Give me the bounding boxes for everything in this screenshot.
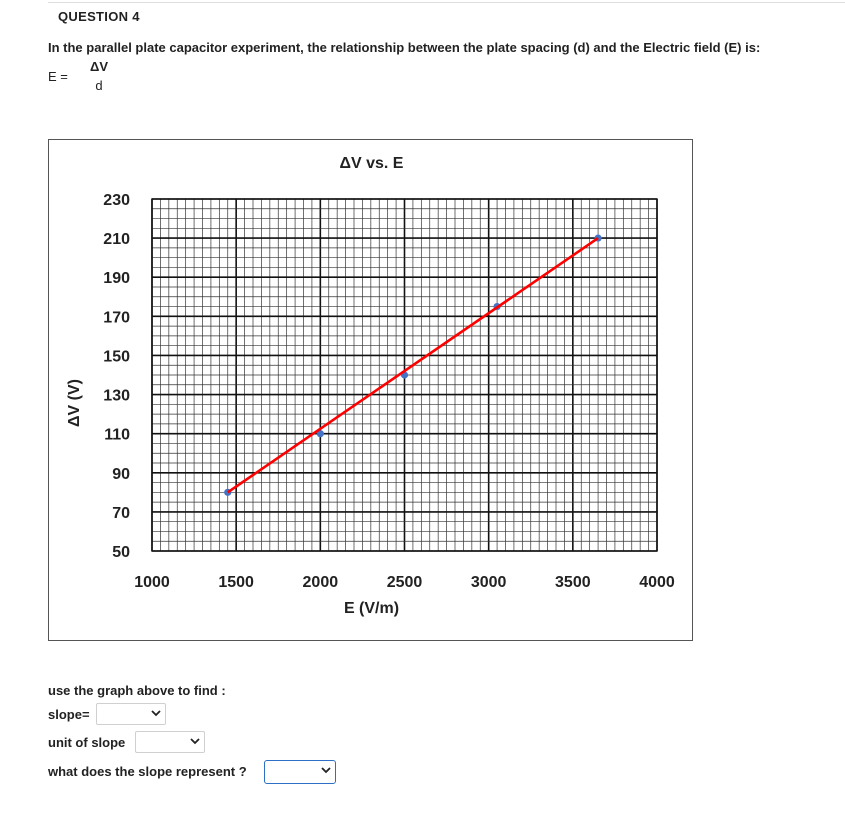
chart-canvas bbox=[49, 140, 694, 642]
question-intro: In the parallel plate capacitor experiment, the relationship between the plate spacing (d) and the Electric field (E) is: bbox=[48, 40, 761, 55]
y-tick-label: 90 bbox=[112, 465, 130, 483]
formula-denominator: d bbox=[95, 78, 103, 93]
chevron-down-icon bbox=[321, 765, 331, 775]
x-tick-label: 2000 bbox=[302, 574, 339, 591]
slope-label: slope= bbox=[48, 707, 90, 722]
x-tick-label: 3500 bbox=[555, 574, 591, 591]
formula bbox=[48, 60, 168, 98]
y-tick-label: 150 bbox=[103, 348, 130, 366]
y-tick-label: 210 bbox=[103, 231, 130, 249]
x-tick-label: 4000 bbox=[639, 574, 675, 591]
unit-select[interactable] bbox=[135, 731, 205, 753]
chart bbox=[48, 139, 693, 641]
y-tick-label: 230 bbox=[103, 192, 130, 209]
slope-select[interactable] bbox=[96, 703, 166, 725]
x-tick-label: 1500 bbox=[218, 574, 254, 591]
unit-label: unit of slope bbox=[48, 735, 126, 750]
represent-label: what does the slope represent ? bbox=[48, 764, 247, 779]
formula-lhs: E = bbox=[48, 69, 68, 84]
chevron-down-icon bbox=[190, 736, 200, 746]
top-divider bbox=[48, 2, 845, 3]
chart-title: ΔV vs. E bbox=[339, 155, 404, 172]
represent-select[interactable] bbox=[264, 760, 336, 784]
x-tick-label: 2500 bbox=[386, 574, 423, 591]
x-axis-label: E (V/m) bbox=[343, 600, 400, 617]
y-tick-label: 170 bbox=[103, 309, 130, 327]
x-tick-label: 3000 bbox=[470, 574, 507, 591]
x-tick-label: 1000 bbox=[134, 574, 170, 591]
y-tick-label: 130 bbox=[103, 387, 130, 405]
formula-numerator: ΔV bbox=[89, 59, 108, 74]
chevron-down-icon bbox=[151, 708, 161, 718]
y-axis-label: ΔV (V) bbox=[66, 379, 83, 427]
y-tick-label: 110 bbox=[104, 426, 130, 444]
instruction-text: use the graph above to find : bbox=[48, 683, 226, 698]
question-title: QUESTION 4 bbox=[58, 9, 140, 24]
y-tick-label: 70 bbox=[112, 504, 130, 522]
y-tick-label: 50 bbox=[112, 544, 130, 561]
y-tick-label: 190 bbox=[103, 270, 130, 288]
